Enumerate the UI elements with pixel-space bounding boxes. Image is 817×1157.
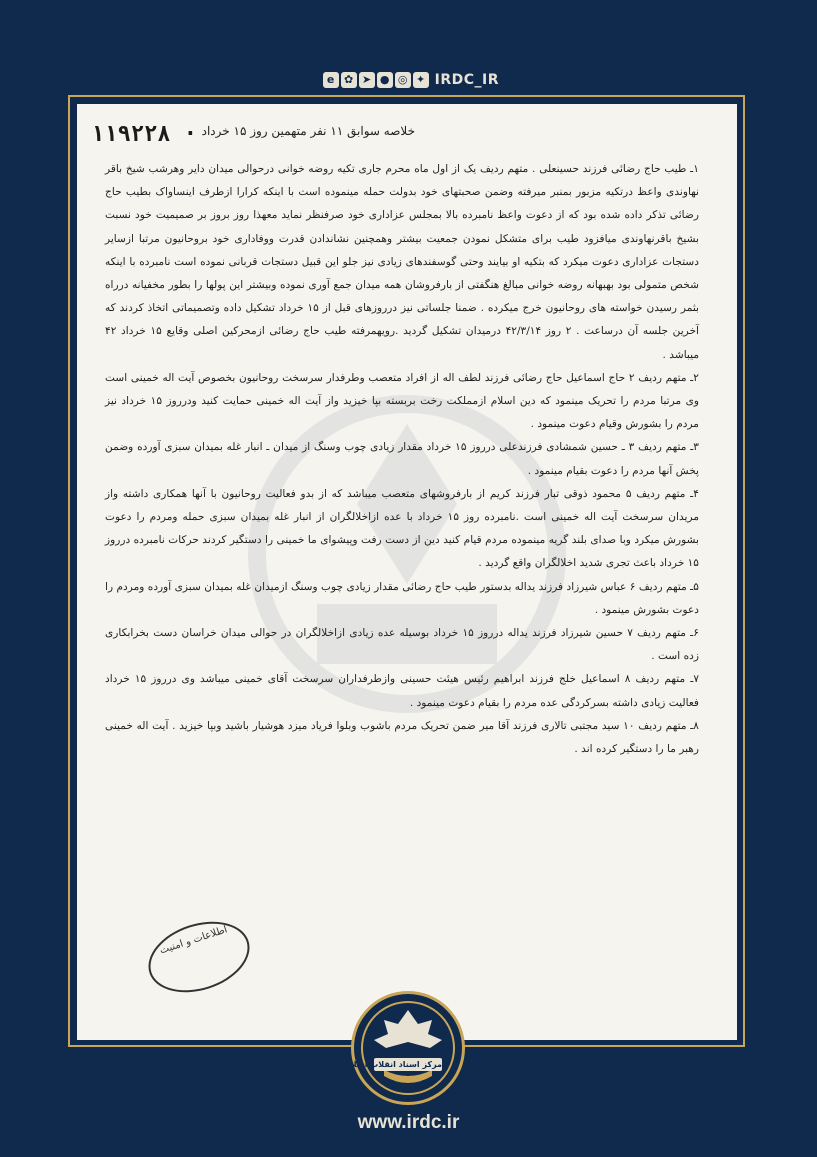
social-handle[interactable]: IRDC_IR — [434, 72, 499, 88]
paragraph: ۶ـ متهم ردیف ۷ حسین شیرزاد فرزند یداله درروز ۱۵ خرداد بوسیله عده زیادی ازاخلالگران در حوالی میدان خراسان دست بخرابکاری زده است . — [105, 627, 699, 663]
telegram-icon[interactable]: ➤ — [359, 72, 375, 88]
paragraph: ۳ـ متهم ردیف ۳ ـ حسین شمشادی فرزندعلی درروز ۱۵ خرداد مقدار زیادی چوب وسنگ از میدان ـ انبار غله بمیدان سبزی آورده وضمن پخش آنها مردم را دعوت بقیام مینمود . — [105, 441, 699, 477]
social-bar — [323, 70, 499, 90]
twitter-icon[interactable]: ✦ — [413, 72, 429, 88]
website-link[interactable]: www.irdc.ir — [357, 1112, 460, 1133]
document-number: ۱۱۹۲۲۸ · — [91, 122, 197, 147]
stamp-text: اطلاعات و امنیت — [158, 924, 229, 957]
paragraph: ۵ـ متهم ردیف ۶ عباس شیرزاد فرزند یداله بدستور طیب حاج رضائی مقدار زیادی چوب وسنگ ازمیدان غله بمیدان سبزی آورده ومردم را دعوت بشورش مینمود . — [105, 580, 699, 616]
paragraph: ۷ـ متهم ردیف ۸ اسماعیل خلج فرزند ابراهیم رئیس هیئت حسینی وازطرفداران سرسخت آقای خمینی میباشد وی درروز ۱۵ خرداد فعالیت زیادی داشته بسرکردگی عده مردم را بقیام دعوت مینمود . — [105, 673, 700, 709]
instagram-icon[interactable]: ◎ — [395, 72, 411, 88]
logo-caption: مرکز اسناد انقلاب اسلامی — [337, 1060, 442, 1069]
bale-icon[interactable]: ● — [377, 72, 393, 88]
paragraph: ۱ـ طیب حاج رضائی فرزند حسینعلی . متهم ردیف یک از اول ماه محرم جاری تکیه روضه خوانی درحوالی میدان دایر وهرشب شیخ باقر نهاوندی واعظ درتکیه مزبور بمنبر میرفته وضمن صحبتهای خود بدولت حمله مینموده است با اینکه کرارا ازطرف اینساواک بطیب حاج رضائی تذکر داده شده بود که از دعوت واعظ نامبرده بالا بمجلس عزاداری خود صرفنظر نماید معهذا روز بروز بر صمیمیت خود نسبت بشیخ باقرنهاوندی میافزود طیب برای متشکل نمودن جمعیت بیشتر وهمچنین نشاندادن قدرت ووفاداری خود بروحانیون مرتبا ازسایر دستجات عزاداری دعوت میکرد که بتکیه او بیایند وحتی گوسفندهای زیادی نیز جلو این قبیل دستجات قربانی نموده است نامبرده با اینکه شخص متمولی بود بهبهانه روضه خوانی مبالغ هنگفتی از بارفروشان همه میدان جمع آوری نموده وبیشتر این پولها را بطور مخفیانه درراه بثمر رسیدن خواسته های روحانیون خرج میکرده . ضمنا جلساتی نیز درروزهای قبل از ۱۵ خرداد تشکیل داده وتصمیماتی اتخاذ کردند که آخرین جلسه آن درساعت . ۲ روز ۴۲/۳/۱۴ درمیدان تشکیل گردید .رویهمرفته طیب حاج رضائی ازمحرکین اصلی وقایع ۱۵ خرداد ۴۲ میباشد . — [105, 163, 699, 361]
document-body — [105, 158, 699, 761]
eitaa-icon[interactable]: e — [323, 72, 339, 88]
paragraph: ۴ـ متهم ردیف ۵ محمود ذوقی تبار فرزند کریم از بارفروشهای متعصب میباشد که از بدو فعالیت روحانیون با آنها همکاری داشته واز مریدان سرسخت آیت اله خمینی است .نامبرده روز ۱۵ خرداد با عده ازاخلالگران از انبار غله بمیدان سبزی حمله ومردم را دعوت بشورش میکرد وبا صدای بلند گریه مینموده مردم قیام کنید دین از دست رفت وپیشوای ما خمینی را دستگیر کردند حرکات نامبرده درروز ۱۵ خرداد باعث تجری شدید اخلالگران واقع گردید . — [105, 487, 700, 570]
logo-emblem-icon — [337, 994, 462, 1102]
document-title: خلاصه سوابق ۱۱ نفر متهمین روز ۱۵ خرداد — [201, 124, 415, 138]
document-page — [77, 104, 737, 1040]
rubika-icon[interactable]: ✿ — [341, 72, 357, 88]
paragraph: ۲ـ متهم ردیف ۲ حاج اسماعیل حاج رضائی فرزند لطف اله از افراد متعصب وطرفدار سرسخت روحانیون بخصوص آیت اله خمینی است وی مرتبا مردم را تحریک مینمود که دین اسلام ازمملکت رخت بربسته بپا خیزید واز آیت اله خمینی حمایت کنید ودرروز ۱۵ خرداد نیز مردم را بشورش وقیام دعوت مینمود . — [105, 371, 699, 431]
irdc-logo — [337, 991, 465, 1105]
paragraph: ۸ـ متهم ردیف ۱۰ سید مجتبی تالاری فرزند آقا میر ضمن تحریک مردم باشوب وبلوا فریاد میزد هوشیار باشید وبپا خیزید . آیت اله خمینی رهبر ما را دستگیر کرده اند . — [105, 719, 699, 756]
official-stamp — [139, 910, 258, 1005]
